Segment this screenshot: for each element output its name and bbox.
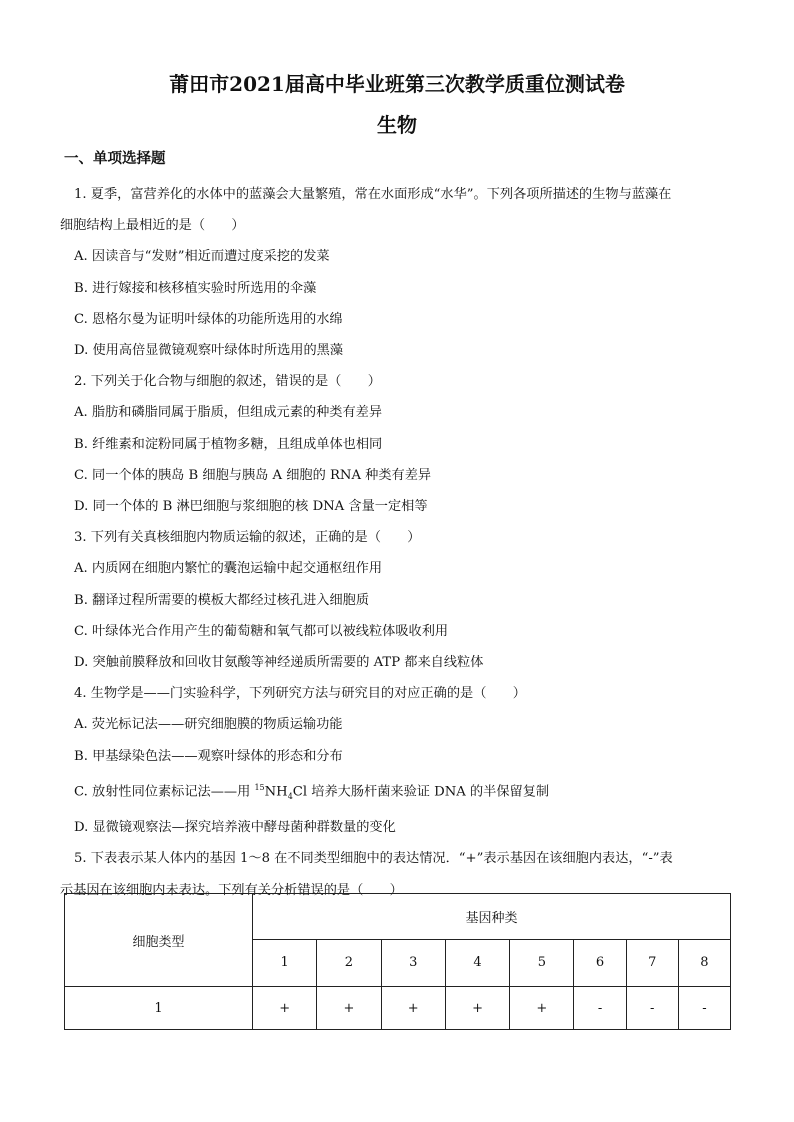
question-1	[60, 179, 734, 366]
cell-type: 1	[65, 987, 253, 1030]
question-3	[74, 522, 734, 678]
question-stem: 1. 夏季，富营养化的水体中的蓝藻会大量繁殖，常在水面形成“水华”。下列各项所描述的生物与蓝藻在	[74, 187, 672, 202]
expression-cell: +	[381, 987, 445, 1030]
question-stem: 5. 下表表示某人体内的基因 1～8 在不同类型细胞中的表达情况．“+”表示基因在该细胞内表达，“-”表	[74, 851, 673, 867]
gene-number: 6	[574, 939, 626, 986]
expression-cell: +	[317, 987, 381, 1030]
exam-subject: 生物	[377, 113, 417, 137]
expression-cell: +	[445, 987, 509, 1030]
section-heading: 一、单项选择题	[64, 150, 166, 167]
gene-expression-table	[64, 893, 731, 1030]
question-4	[74, 678, 734, 843]
formula-nh: NH	[264, 784, 288, 800]
question-stem: 2. 下列关于化合物与细胞的叙述，错误的是（ ）	[74, 374, 381, 390]
option-a: A. 脂肪和磷脂同属于脂质，但组成元素的种类有差异	[74, 405, 383, 421]
gene-number: 5	[510, 939, 574, 986]
option-d: D. 突触前膜释放和回收甘氨酸等神经递质所需要的 ATP 都来自线粒体	[74, 655, 484, 671]
question-stem: 示基因在该细胞内未表达。下列有关分析错误的是（ ）	[60, 882, 403, 898]
option-a: A. 荧光标记法——研究细胞膜的物质运输功能	[74, 717, 343, 733]
question-stem: 3. 下列有关真核细胞内物质运输的叙述，正确的是（ ）	[74, 530, 421, 546]
option-b: B. 进行嫁接和核移植实验时所选用的伞藻	[74, 280, 317, 296]
option-c: C. 恩格尔曼为证明叶绿体的功能所选用的水绵	[74, 311, 343, 327]
expression-cell: +	[253, 987, 317, 1030]
formula-subscript: 4	[287, 791, 293, 801]
option-b: B. 纤维素和淀粉同属于植物多糖，且组成单体也相同	[74, 436, 383, 452]
question-list	[60, 179, 734, 906]
gene-number: 1	[253, 939, 317, 986]
question-2	[74, 366, 734, 522]
option-d: D. 同一个体的 B 淋巴细胞与浆细胞的核 DNA 含量一定相等	[74, 499, 428, 515]
option-d: D. 使用高倍显微镜观察叶绿体时所选用的黑藻	[74, 343, 344, 359]
question-stem: 4. 生物学是——门实验科学，下列研究方法与研究目的对应正确的是（ ）	[74, 686, 526, 702]
exam-title: 莆田市2021届高中毕业班第三次教学质重位测试卷	[169, 72, 625, 96]
option-a: A. 因读音与“发财”相近而遭过度采挖的发菜	[74, 249, 330, 265]
gene-number: 8	[678, 939, 730, 986]
option-c	[74, 772, 734, 812]
option-b: B. 翻译过程所需要的模板大都经过核孔进入细胞质	[74, 592, 370, 608]
gene-number: 3	[381, 939, 445, 986]
option-d: D. 显微镜观察法—探究培养液中酵母菌种群数量的变化	[74, 820, 396, 836]
col-header-cell-type: 细胞类型	[65, 894, 253, 987]
option-b: B. 甲基绿染色法——观察叶绿体的形态和分布	[74, 748, 343, 764]
expression-cell: -	[678, 987, 730, 1030]
table-row	[65, 987, 731, 1030]
isotope-mass-number: 15	[254, 782, 265, 792]
option-c: C. 同一个体的胰岛 B 细胞与胰岛 A 细胞的 RNA 种类有差异	[74, 467, 432, 483]
question-stem: 细胞结构上最相近的是（ ）	[60, 218, 245, 234]
expression-cell: -	[626, 987, 678, 1030]
gene-number: 4	[445, 939, 509, 986]
option-c-text: C. 放射性同位素标记法——用	[74, 784, 255, 800]
expression-cell: -	[574, 987, 626, 1030]
option-c-text-rest: Cl 培养大肠杆菌来验证 DNA 的半保留复制	[292, 784, 550, 800]
col-header-gene-type: 基因种类	[253, 894, 731, 940]
option-a: A. 内质网在细胞内繁忙的囊泡运输中起交通枢纽作用	[74, 561, 383, 577]
gene-number: 2	[317, 939, 381, 986]
option-c: C. 叶绿体光合作用产生的葡萄糖和氧气都可以被线粒体吸收利用	[74, 623, 449, 639]
expression-cell: +	[510, 987, 574, 1030]
gene-number: 7	[626, 939, 678, 986]
